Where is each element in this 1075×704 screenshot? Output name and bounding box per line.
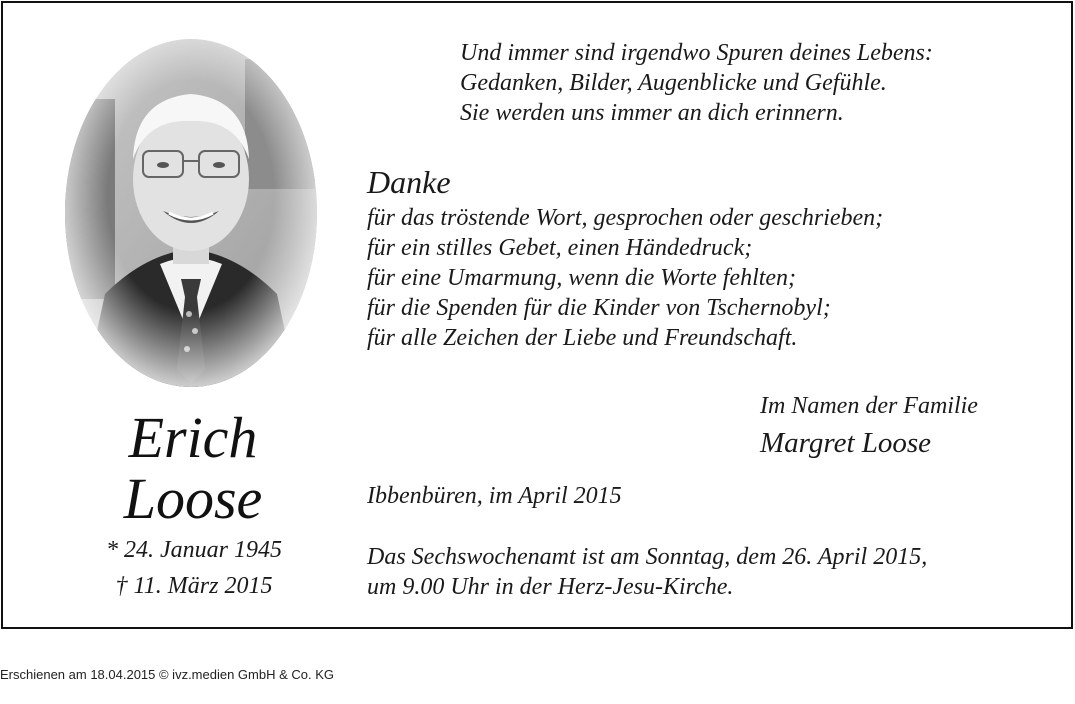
poem <box>460 38 933 128</box>
obituary-card <box>1 1 1073 629</box>
thanks-line: für alle Zeichen der Liebe und Freundschaft. <box>367 325 798 351</box>
portrait-photo <box>65 39 317 387</box>
poem-line: Und immer sind irgendwo Spuren deines Lebens: <box>460 40 933 66</box>
family-name: Margret Loose <box>760 427 932 459</box>
thanks-list <box>367 203 883 353</box>
thanks-line: für die Spenden für die Kinder von Tschernobyl; <box>367 295 831 321</box>
thanks-line: für das tröstende Wort, gesprochen oder geschrieben; <box>367 205 884 231</box>
birth-date: * 24. Januar 1945 <box>106 537 282 563</box>
publication-footer: Erschienen am 18.04.2015 © ivz.medien GmbH & Co. KG <box>0 667 335 682</box>
service-line: Das Sechswochenamt ist am Sonntag, dem 26. April 2015, <box>367 544 928 570</box>
thanks-title: Danke <box>367 164 451 200</box>
deceased-last-name: Loose <box>123 466 263 531</box>
service-line: um 9.00 Uhr in der Herz-Jesu-Kirche. <box>367 574 734 600</box>
service-announcement <box>367 542 927 602</box>
deceased-first-name: Erich <box>128 405 258 470</box>
thanks-line: für ein stilles Gebet, einen Händedruck; <box>367 235 753 261</box>
death-date: † 11. März 2015 <box>115 573 273 599</box>
place-date: Ibbenbüren, im April 2015 <box>367 483 622 509</box>
thanks-line: für eine Umarmung, wenn die Worte fehlten; <box>367 265 797 291</box>
poem-line: Gedanken, Bilder, Augenblicke und Gefühle. <box>460 70 887 96</box>
poem-line: Sie werden uns immer an dich erinnern. <box>460 100 844 126</box>
family-intro: Im Namen der Familie <box>760 393 978 419</box>
